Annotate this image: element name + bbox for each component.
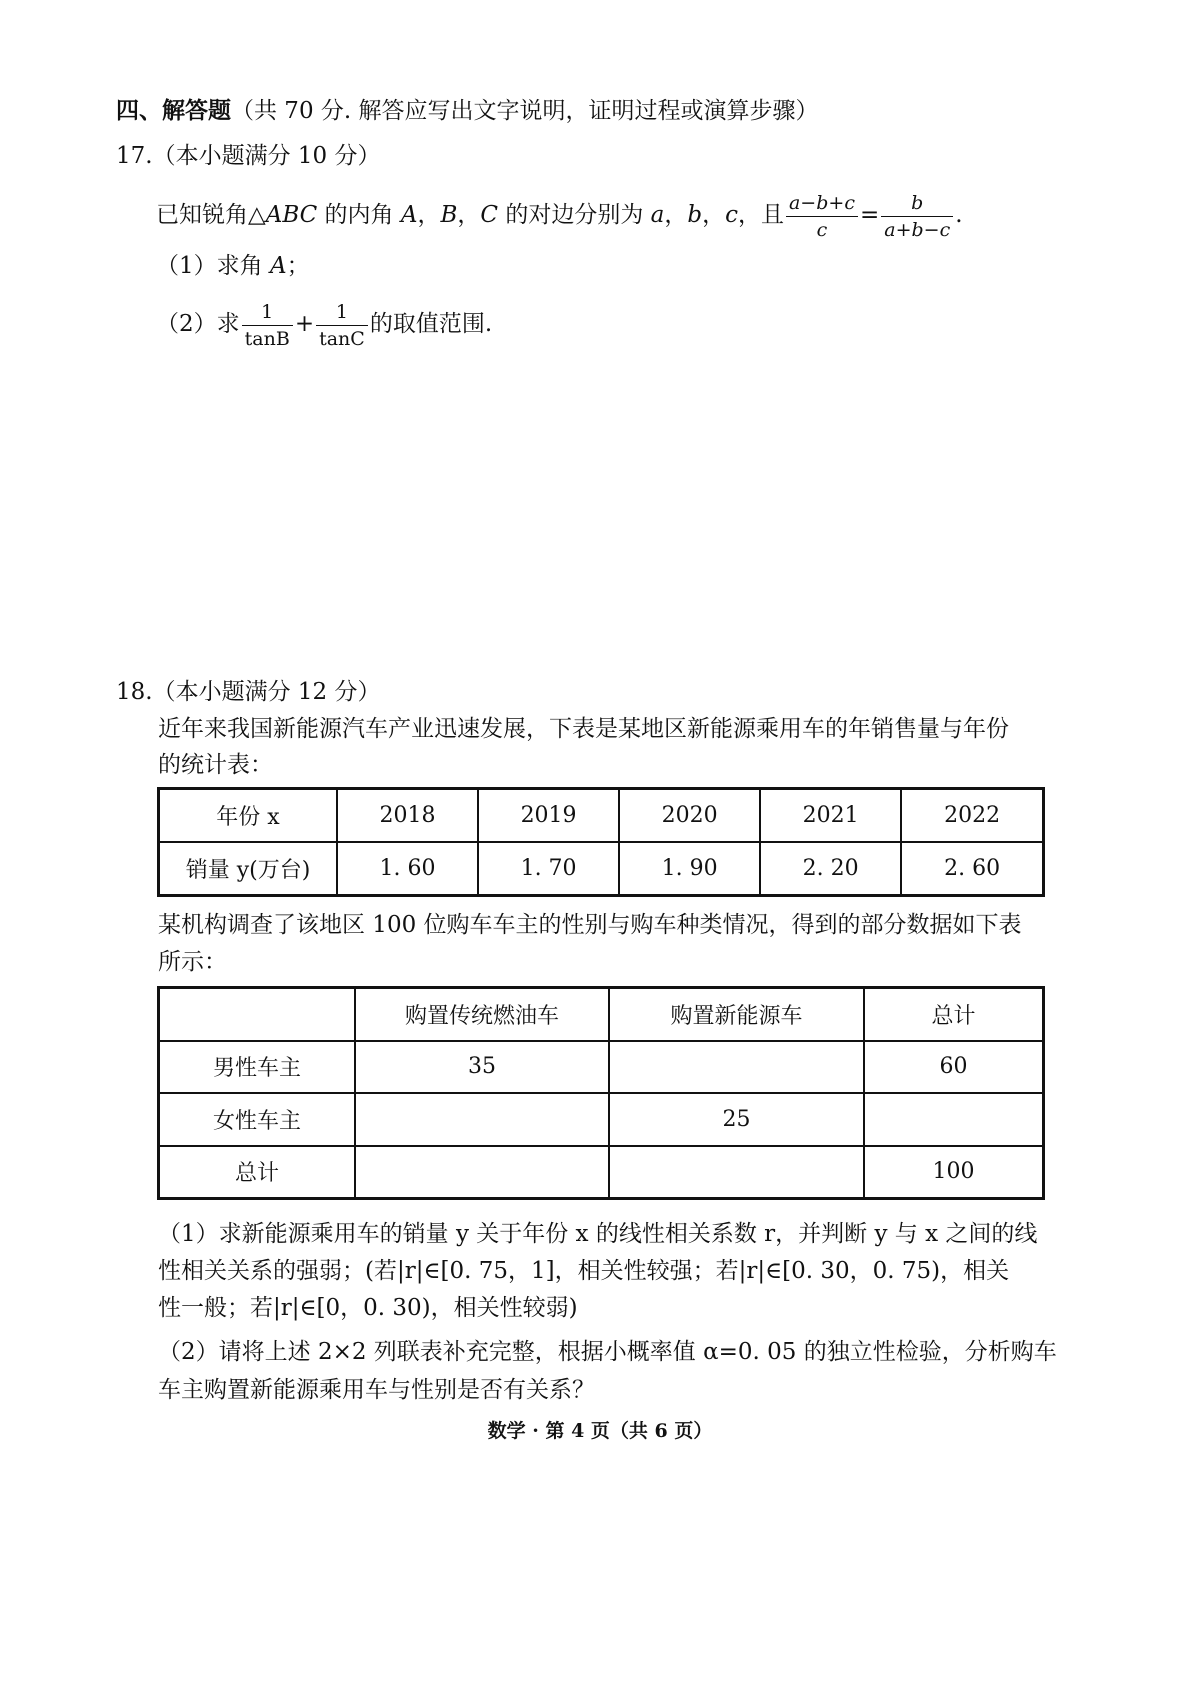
contingency-table: [157, 986, 1045, 1200]
table-cell: 35: [355, 1041, 609, 1093]
table-header-cell: [159, 988, 356, 1041]
table-row: [159, 1146, 1044, 1199]
table-cell: 25: [609, 1093, 864, 1146]
q17-fraction-left: [786, 192, 858, 241]
q17-stem-end: .: [955, 202, 963, 228]
q17-stem-text: 的内角: [317, 202, 401, 228]
q17-header: [116, 141, 380, 171]
table-cell: 100: [864, 1146, 1044, 1199]
q18-points: （本小题满分 12 分）: [152, 679, 381, 705]
q18-part1-line3: 性一般；若|r|∈[0，0. 30)，相关性较弱): [158, 1295, 578, 1321]
table-cell: 1. 90: [619, 842, 760, 896]
table-cell: 1. 60: [337, 842, 478, 896]
q17-var-A: A: [400, 202, 418, 228]
q18-part2-line2: 车主购置新能源乘用车与性别是否有关系？: [158, 1377, 595, 1403]
table-row-label: 男性车主: [159, 1041, 356, 1093]
q17-triangle-name: ABC: [265, 202, 318, 228]
q18-part2-line1: （2）请将上述 2×2 列联表补充完整，根据小概率值 α=0. 05 的独立性检验，分析购车: [158, 1339, 1057, 1365]
sales-header: 销量 y(万台): [185, 857, 311, 883]
q17-stem-text: 的对边分别为: [498, 202, 651, 228]
fraction-numerator: 1: [242, 301, 293, 326]
q17-stem: [156, 186, 963, 244]
fraction-denominator: a+b−c: [884, 218, 951, 241]
table-cell: 2. 60: [901, 842, 1043, 896]
table-row: [159, 988, 1044, 1041]
fraction-denominator: c: [816, 218, 828, 241]
table-cell: [864, 1093, 1044, 1146]
table-header-cell: 购置新能源车: [609, 988, 864, 1041]
table-cell: 2019: [478, 789, 619, 842]
q17-var-c: c: [725, 202, 738, 228]
section-note: （共 70 分. 解答应写出文字说明，证明过程或演算步骤）: [231, 98, 819, 124]
plus-sign: +: [294, 311, 315, 337]
fraction-denominator: tanC: [319, 327, 365, 350]
fraction-denominator: tanB: [244, 327, 290, 350]
q18-intro-line2: 的统计表：: [158, 752, 273, 778]
q18-intro-line1: 近年来我国新能源汽车产业迅速发展，下表是某地区新能源乘用车的年销售量与年份: [158, 716, 1009, 742]
table-cell: 2022: [901, 789, 1043, 842]
table-cell: 2. 20: [760, 842, 901, 896]
page-footer: 数学 · 第 4 页（共 6 页）: [487, 1420, 713, 1442]
q17-sep: ，: [457, 202, 481, 228]
q17-part1-var: A: [269, 253, 287, 279]
table-header-cell: 总计: [864, 988, 1044, 1041]
q17-part1-end: ；: [286, 253, 310, 279]
q17-var-B: B: [440, 202, 458, 228]
table-cell: 2020: [619, 789, 760, 842]
table-row-label: 总计: [159, 1146, 356, 1199]
table-cell: 1. 70: [478, 842, 619, 896]
table-cell: [609, 1041, 864, 1093]
table-cell: 2018: [337, 789, 478, 842]
q17-part1-label: （1）: [156, 253, 217, 279]
q17-part2-fraction-1: [242, 301, 293, 350]
section-heading: [116, 96, 819, 126]
table-cell: [355, 1093, 609, 1146]
table-row-label: 女性车主: [159, 1093, 356, 1146]
q17-var-a: a: [650, 202, 665, 228]
equals-sign: =: [859, 202, 880, 228]
table-row: [159, 1041, 1044, 1093]
q17-sep: ，: [417, 202, 441, 228]
q17-points: （本小题满分 10 分）: [152, 143, 381, 169]
q17-stem-text: ，且: [737, 202, 784, 228]
q17-part2-label: （2）: [156, 311, 217, 337]
q18-part1-line1: （1）求新能源乘用车的销量 y 关于年份 x 的线性相关系数 r，并判断 y 与 x 之间的线: [158, 1221, 1038, 1247]
q17-sep: ，: [664, 202, 688, 228]
table-cell: 60: [864, 1041, 1044, 1093]
fraction-numerator: 1: [316, 301, 368, 326]
table-cell: [609, 1146, 864, 1199]
q17-sep: ，: [702, 202, 726, 228]
q17-var-C: C: [480, 202, 499, 228]
fraction-numerator: b: [881, 192, 953, 217]
q17-part2-text: 求: [216, 311, 240, 337]
table-row: [159, 789, 1044, 842]
q18-survey-line2: 所示：: [158, 949, 227, 975]
year-header: 年份 x: [216, 804, 280, 830]
table-cell: [355, 1146, 609, 1199]
q18-part1-line2: 性相关关系的强弱；(若|r|∈[0. 75，1]，相关性较强；若|r|∈[0. 30，0. 75)，相关: [158, 1258, 1010, 1284]
q17-var-b: b: [687, 202, 703, 228]
table-header-cell: 购置传统燃油车: [355, 988, 609, 1041]
table-cell: 2021: [760, 789, 901, 842]
fraction-numerator: a−b+c: [786, 192, 858, 217]
section-title: 四、解答题: [116, 97, 231, 124]
q18-header: [116, 677, 380, 707]
q17-part1-text: 求角: [216, 253, 270, 279]
q17-part2-text: 的取值范围.: [369, 311, 493, 337]
table-row: [159, 842, 1044, 896]
q17-part2: [156, 297, 492, 351]
q17-fraction-right: [881, 192, 953, 241]
q18-number: 18.: [116, 679, 153, 705]
sales-table: [157, 787, 1045, 897]
q17-part2-fraction-2: [316, 301, 368, 350]
q18-survey-line1: 某机构调查了该地区 100 位购车车主的性别与购车种类情况，得到的部分数据如下表: [158, 912, 1022, 938]
q17-stem-text: 已知锐角△: [156, 202, 266, 228]
table-header-cell: [159, 842, 338, 896]
q17-number: 17.: [116, 143, 153, 169]
table-header-cell: [159, 789, 338, 842]
table-row: [159, 1093, 1044, 1146]
q17-part1: [156, 251, 310, 281]
